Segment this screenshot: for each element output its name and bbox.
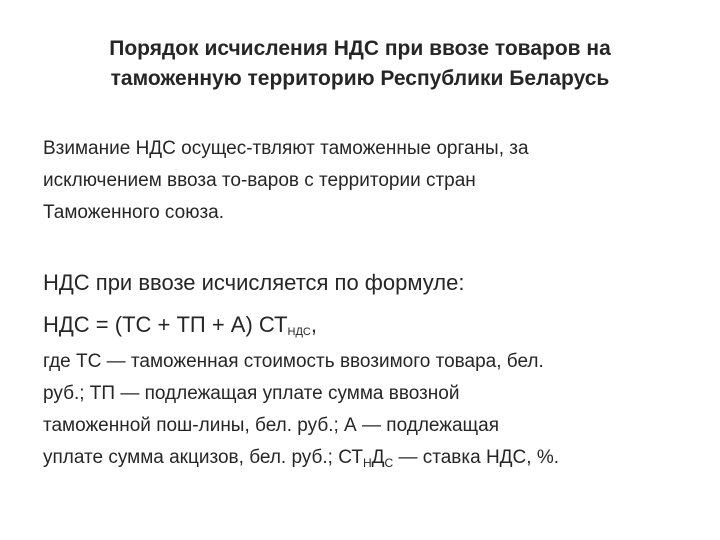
formula-subscript: НДС — [287, 326, 311, 338]
intro-line-3: Таможенного союза. — [43, 202, 225, 223]
explanation-line-4 — [43, 442, 693, 479]
explanation-line-4-mid: Д — [371, 447, 385, 468]
title-line-2: таможенную территорию Республики Беларусь — [110, 67, 610, 90]
explanation-line-1: где ТС — таможенная стоимость ввозимого товара, бел. — [43, 351, 544, 372]
intro-line-1: Взимание НДС осущес-твляют таможенные органы, за — [43, 138, 529, 159]
intro-line-2: исключением ввоза то-варов с территории стран — [43, 170, 476, 191]
intro-paragraph — [43, 133, 683, 229]
title-line-1: Порядок исчисления НДС при ввозе товаров на — [109, 37, 611, 60]
page-title — [40, 34, 680, 94]
formula — [43, 310, 317, 347]
formula-explanation — [43, 346, 693, 479]
explanation-sub-1: Н — [362, 456, 372, 470]
explanation-line-4-suffix: — ставка НДС, %. — [393, 447, 559, 468]
formula-trailing: , — [310, 312, 317, 337]
explanation-line-4-prefix: уплате сумма акцизов, бел. руб.; СТ — [43, 447, 363, 468]
explanation-line-3: таможенной пош-лины, бел. руб.; А — подлежащая — [43, 415, 500, 436]
explanation-line-2: руб.; ТП — подлежащая уплате сумма ввозной — [43, 383, 460, 404]
explanation-sub-2: С — [384, 456, 394, 470]
formula-main: НДС = (ТС + ТП + А) СТ — [43, 312, 288, 337]
formula-intro: НДС при ввозе исчисляется по формуле: — [43, 270, 465, 295]
